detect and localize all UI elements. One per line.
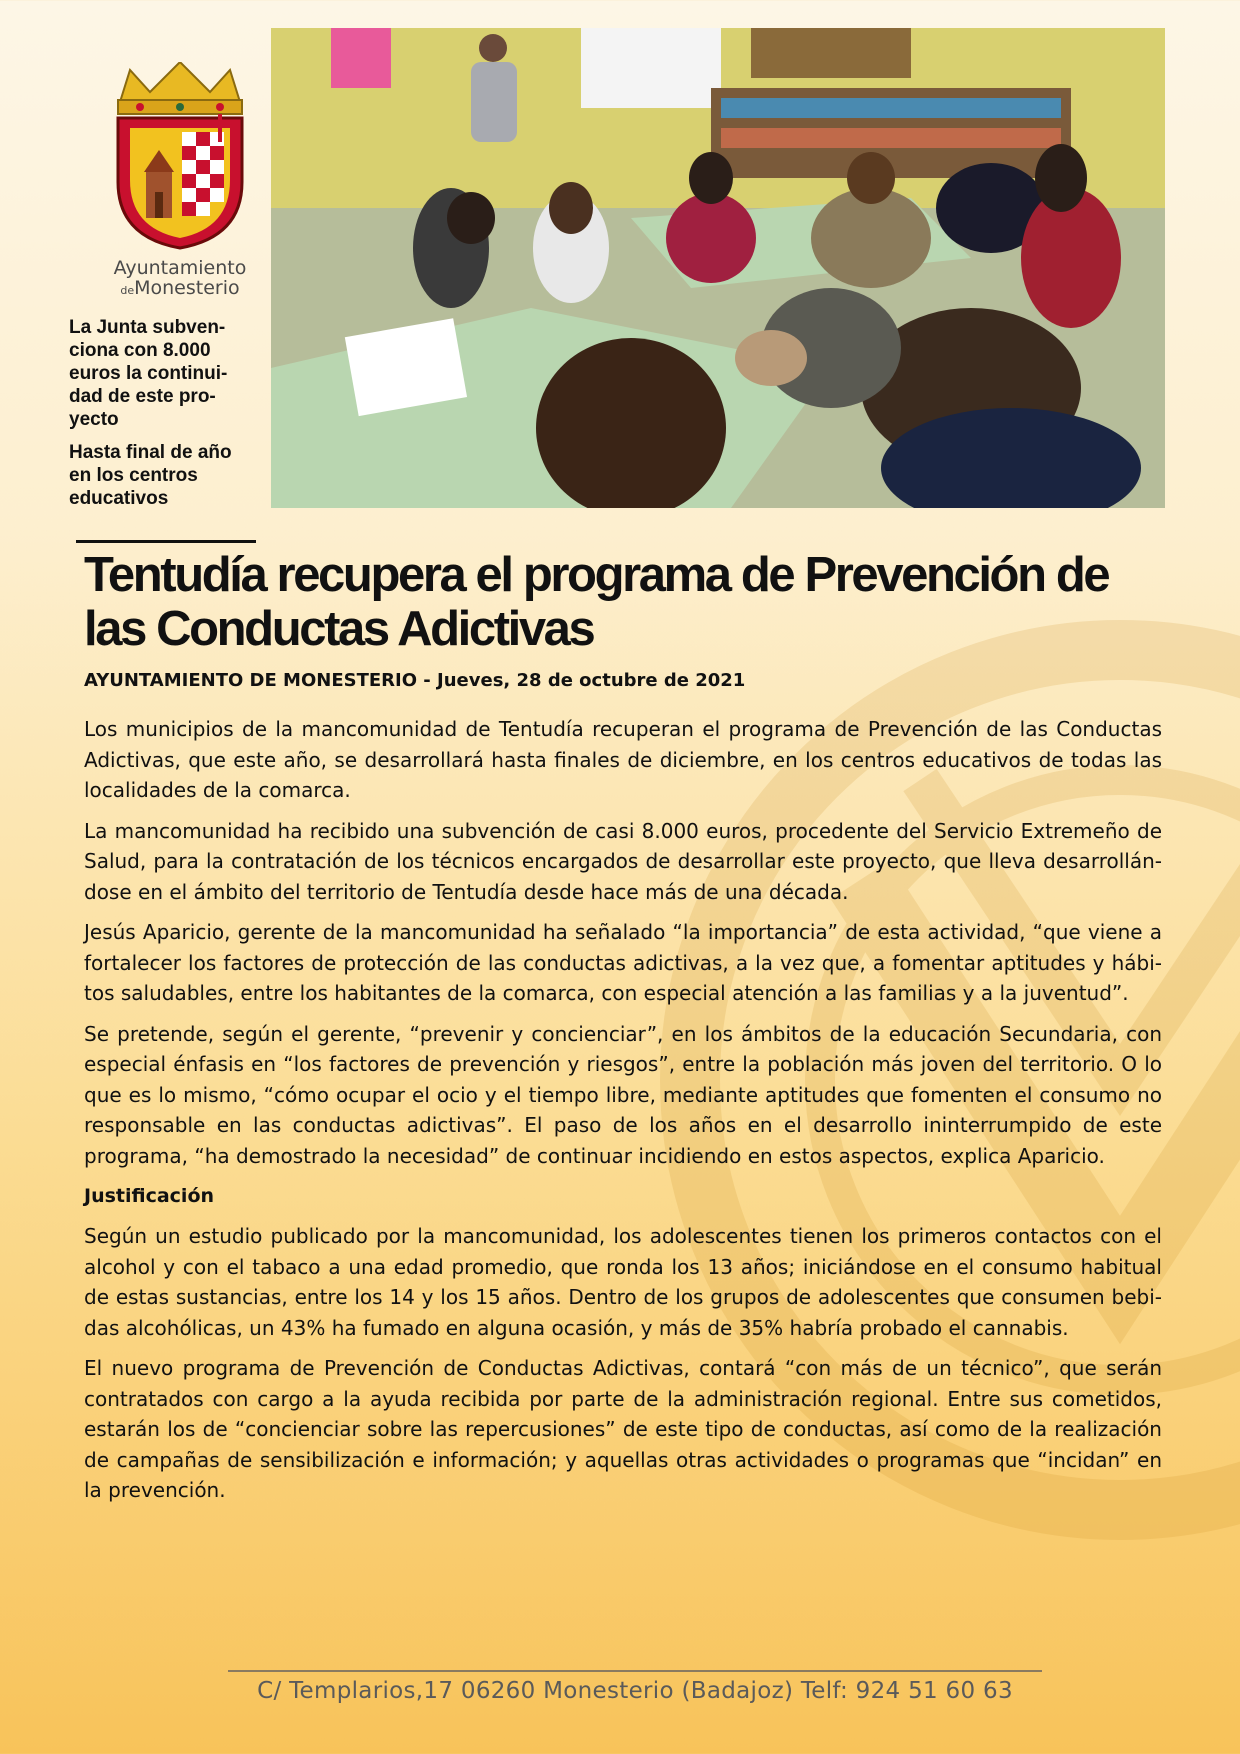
paragraph: Los municipios de la mancomunidad de Tentudía recuperan el programa de Prevención de las Conductas Adictivas, que este año, se desarrollará hasta finales de diciembre, en los centros educativos de todas las localidades de la comarca. (84, 717, 1162, 802)
paragraph: La mancomunidad ha recibido una subvención de casi 8.000 euros, procedente del Servicio Extremeño de Salud, para la contratación de los técnicos encargados de desarrollar este proyecto, que lleva desarrollán-dose en el ámbito del territorio de Tentudía desde hace más de una década. (84, 818, 1162, 904)
title-rule (76, 540, 256, 543)
article-byline: AYUNTAMIENTO DE MONESTERIO - Jueves, 28 de octubre de 2021 (84, 670, 746, 691)
article-title: Tentudía recupera el programa de Prevención de las Conductas Adictivas (84, 548, 1109, 656)
paragraph: El nuevo programa de Prevención de Conductas Adictivas, contará “con más de un técnico”, que serán contratados con cargo a la ayuda recibida por parte de la administración regional. Entre sus cometidos, estarán los de “concienciar sobre las repercusiones” de este tipo de conductas, así como de la realización de campañas de sensibilización e información; y aquellas otras actividades o programas que “incidan” en la prevención. (84, 1356, 1162, 1502)
highlight-fecha: Hasta final de año en los centros educativos (69, 442, 232, 509)
section-heading: Justificación (84, 1185, 215, 1207)
logo-line-ayuntamiento: Ayuntamiento (113, 257, 247, 279)
ayuntamiento-logo (100, 62, 260, 302)
classroom-illustration (271, 28, 1165, 508)
logo-line-monesterio (100, 278, 260, 301)
paragraph: Se pretende, según el gerente, “prevenir y concienciar”, en los ámbitos de la educación Secundaria, con especial énfasis en “los factores de prevención y riesgos”, entre la población más joven del territorio. O lo que es lo mismo, “cómo ocupar el ocio y el tiempo libre, mediante aptitudes que fomenten el consumo no responsable en las conductas adictivas”. El paso de los años en el desarrollo ininterrumpido de este programa, “ha demostrado la necesidad” de continuar incidiendo en estos aspectos, explica Aparicio. (84, 1021, 1162, 1168)
footer-address: C/ Templarios,17 06260 Monesterio (Badajoz) Telf: 924 51 60 63 (257, 1678, 1013, 1704)
paragraph: Según un estudio publicado por la mancomunidad, los adolescentes tienen los primeros contactos con el alcohol y con el tabaco a una edad promedio, que ronda los 13 años; iniciándose en el consumo habitual de estas sustancias, entre los 14 y los 15 años. Dentro de los grupos de adolescentes que consumen bebi-das alcohólicas, un 43% ha fumado en alguna ocasión, y más de 35% habría probado el cannabis. (84, 1224, 1162, 1340)
highlight-subvencion: La Junta subven-ciona con 8.000 euros la continui-dad de este pro-yecto (69, 317, 228, 430)
article-body (84, 714, 1162, 1516)
logo-monesterio: Monesterio (134, 277, 240, 299)
footer-divider (228, 1670, 1042, 1672)
classroom-photo (271, 28, 1165, 508)
paragraph: Jesús Aparicio, gerente de la mancomunidad ha señalado “la importancia” de esta actividad, “que viene a fortalecer los factores de protección de las conductas adictivas, a la vez que, a fomentar aptitudes y hábi-tos saludables, entre los habitantes de la comarca, con especial atención a las familias y a la juventud”. (84, 920, 1162, 1005)
logo-de: de (120, 284, 135, 297)
sidebar-highlights (69, 316, 255, 520)
coat-of-arms-icon (100, 62, 260, 252)
